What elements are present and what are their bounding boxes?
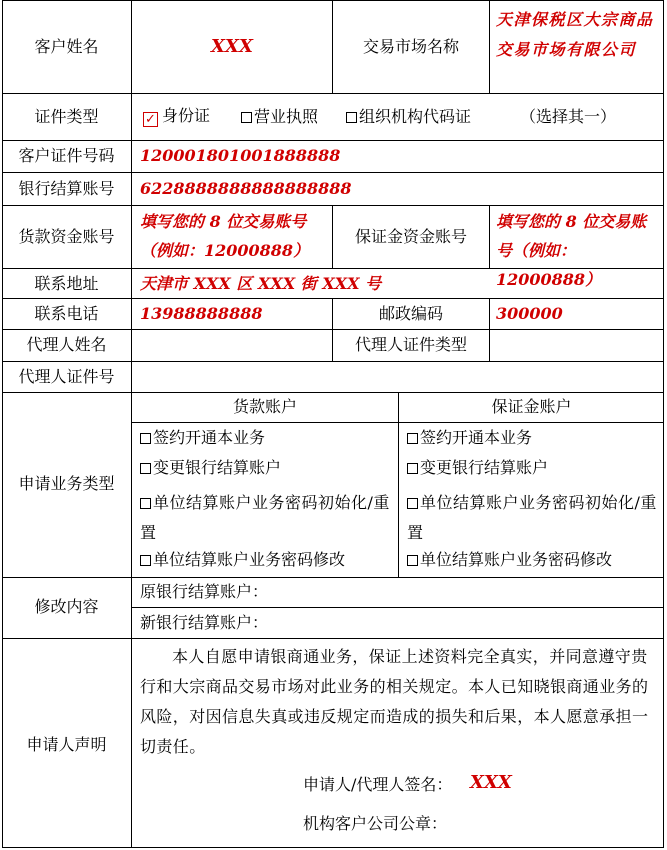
checkbox-icon bbox=[346, 112, 357, 123]
orig-bank-label: 原银行结算账户： bbox=[140, 582, 269, 601]
signature-label: 申请人/代理人签名： bbox=[303, 775, 453, 794]
row-divider bbox=[2, 298, 664, 299]
checkbox-icon bbox=[407, 555, 418, 566]
row-divider bbox=[2, 205, 664, 206]
checkbox-icon bbox=[140, 433, 151, 444]
agent-id-type-label: 代理人证件类型 bbox=[354, 335, 467, 354]
signature-value[interactable]: XXX bbox=[470, 772, 512, 793]
deposit-col-header: 保证金账户 bbox=[491, 397, 572, 416]
postcode-value[interactable]: 300000 bbox=[496, 304, 563, 323]
id-type-note: （选择其一） bbox=[520, 107, 617, 126]
row-divider bbox=[2, 577, 664, 578]
new-bank-label: 新银行结算账户： bbox=[140, 613, 269, 632]
col-divider bbox=[489, 298, 490, 361]
business-type-label: 申请业务类型 bbox=[18, 474, 115, 493]
row-divider bbox=[2, 172, 664, 173]
declaration-text: 本人自愿申请银商通业务，保证上述资料完全真实，并同意遵守贵行和大宗商品交易市场对此业务的相关规定。本人已知晓银商通业务的风险，对因信息失真或违反规定而造成的损失和后果，本人愿意承担一切责任。 bbox=[140, 647, 649, 756]
id-number-label: 客户证件号码 bbox=[18, 146, 115, 165]
checkbox-icon bbox=[407, 433, 418, 444]
address-label: 联系地址 bbox=[34, 274, 99, 293]
bank-account-value[interactable]: 6228888888888888888 bbox=[140, 179, 352, 198]
id-type-option-idcard[interactable]: ✓ 身份证 bbox=[143, 106, 210, 127]
checkmark-icon: ✓ bbox=[143, 112, 158, 127]
payment-option-open[interactable]: 签约开通本业务 bbox=[140, 428, 265, 448]
checkbox-icon bbox=[407, 463, 418, 474]
modify-label: 修改内容 bbox=[34, 597, 99, 616]
id-type-option-license[interactable]: 营业执照 bbox=[241, 107, 318, 127]
customer-name-label: 客户姓名 bbox=[34, 37, 99, 56]
payment-option-reset-password[interactable]: 单位结算账户业务密码初始化/重置 bbox=[140, 493, 390, 542]
market-name-label: 交易市场名称 bbox=[362, 37, 459, 56]
deposit-option-change-bank[interactable]: 变更银行结算账户 bbox=[407, 458, 548, 478]
address-value[interactable]: 天津市 XXX 区 XXX 街 XXX 号 bbox=[140, 274, 382, 293]
row-divider bbox=[2, 140, 664, 141]
col-divider bbox=[489, 0, 490, 93]
checkbox-icon bbox=[140, 463, 151, 474]
market-name-value[interactable]: 天津保税区大宗商品交易市场有限公司 bbox=[496, 10, 654, 59]
customer-name-value[interactable]: XXX bbox=[211, 36, 253, 57]
checkbox-icon bbox=[407, 498, 418, 509]
agent-name-label: 代理人姓名 bbox=[26, 335, 107, 354]
deposit-option-modify-password[interactable]: 单位结算账户业务密码修改 bbox=[407, 550, 612, 570]
checkbox-icon bbox=[241, 112, 252, 123]
phone-label: 联系电话 bbox=[34, 304, 99, 323]
id-type-option-orgcode[interactable]: 组织机构代码证 bbox=[346, 107, 471, 127]
deposit-account-value[interactable]: 填写您的 8 位交易账号（例如：12000888） bbox=[496, 212, 647, 289]
payment-option-change-bank[interactable]: 变更银行结算账户 bbox=[140, 458, 281, 478]
id-number-value[interactable]: 120001801001888888 bbox=[140, 146, 341, 165]
deposit-account-label: 保证金资金账号 bbox=[354, 227, 467, 246]
agent-id-number-label: 代理人证件号 bbox=[18, 367, 115, 386]
row-divider bbox=[2, 392, 664, 393]
row-divider bbox=[2, 93, 664, 94]
col-divider bbox=[398, 392, 399, 577]
row-divider bbox=[2, 329, 664, 330]
payment-account-value[interactable]: 填写您的 8 位交易账号（例如：12000888） bbox=[140, 212, 310, 260]
payment-col-header: 货款账户 bbox=[232, 397, 297, 416]
checkbox-icon bbox=[140, 555, 151, 566]
col-divider bbox=[489, 205, 490, 268]
deposit-option-reset-password[interactable]: 单位结算账户业务密码初始化/重置 bbox=[407, 493, 657, 542]
checkbox-icon bbox=[140, 498, 151, 509]
deposit-option-open[interactable]: 签约开通本业务 bbox=[407, 428, 532, 448]
col-divider bbox=[131, 0, 132, 848]
seal-label: 机构客户公司公章： bbox=[303, 814, 448, 833]
row-divider bbox=[2, 638, 664, 639]
phone-value[interactable]: 13988888888 bbox=[140, 304, 263, 323]
row-divider bbox=[2, 361, 664, 362]
bank-account-label: 银行结算账号 bbox=[18, 179, 115, 198]
id-type-label: 证件类型 bbox=[34, 107, 99, 126]
payment-option-modify-password[interactable]: 单位结算账户业务密码修改 bbox=[140, 550, 345, 570]
declaration-label: 申请人声明 bbox=[26, 735, 107, 754]
postcode-label: 邮政编码 bbox=[378, 304, 443, 323]
row-divider bbox=[132, 607, 664, 608]
payment-account-label: 货款资金账号 bbox=[18, 227, 115, 246]
